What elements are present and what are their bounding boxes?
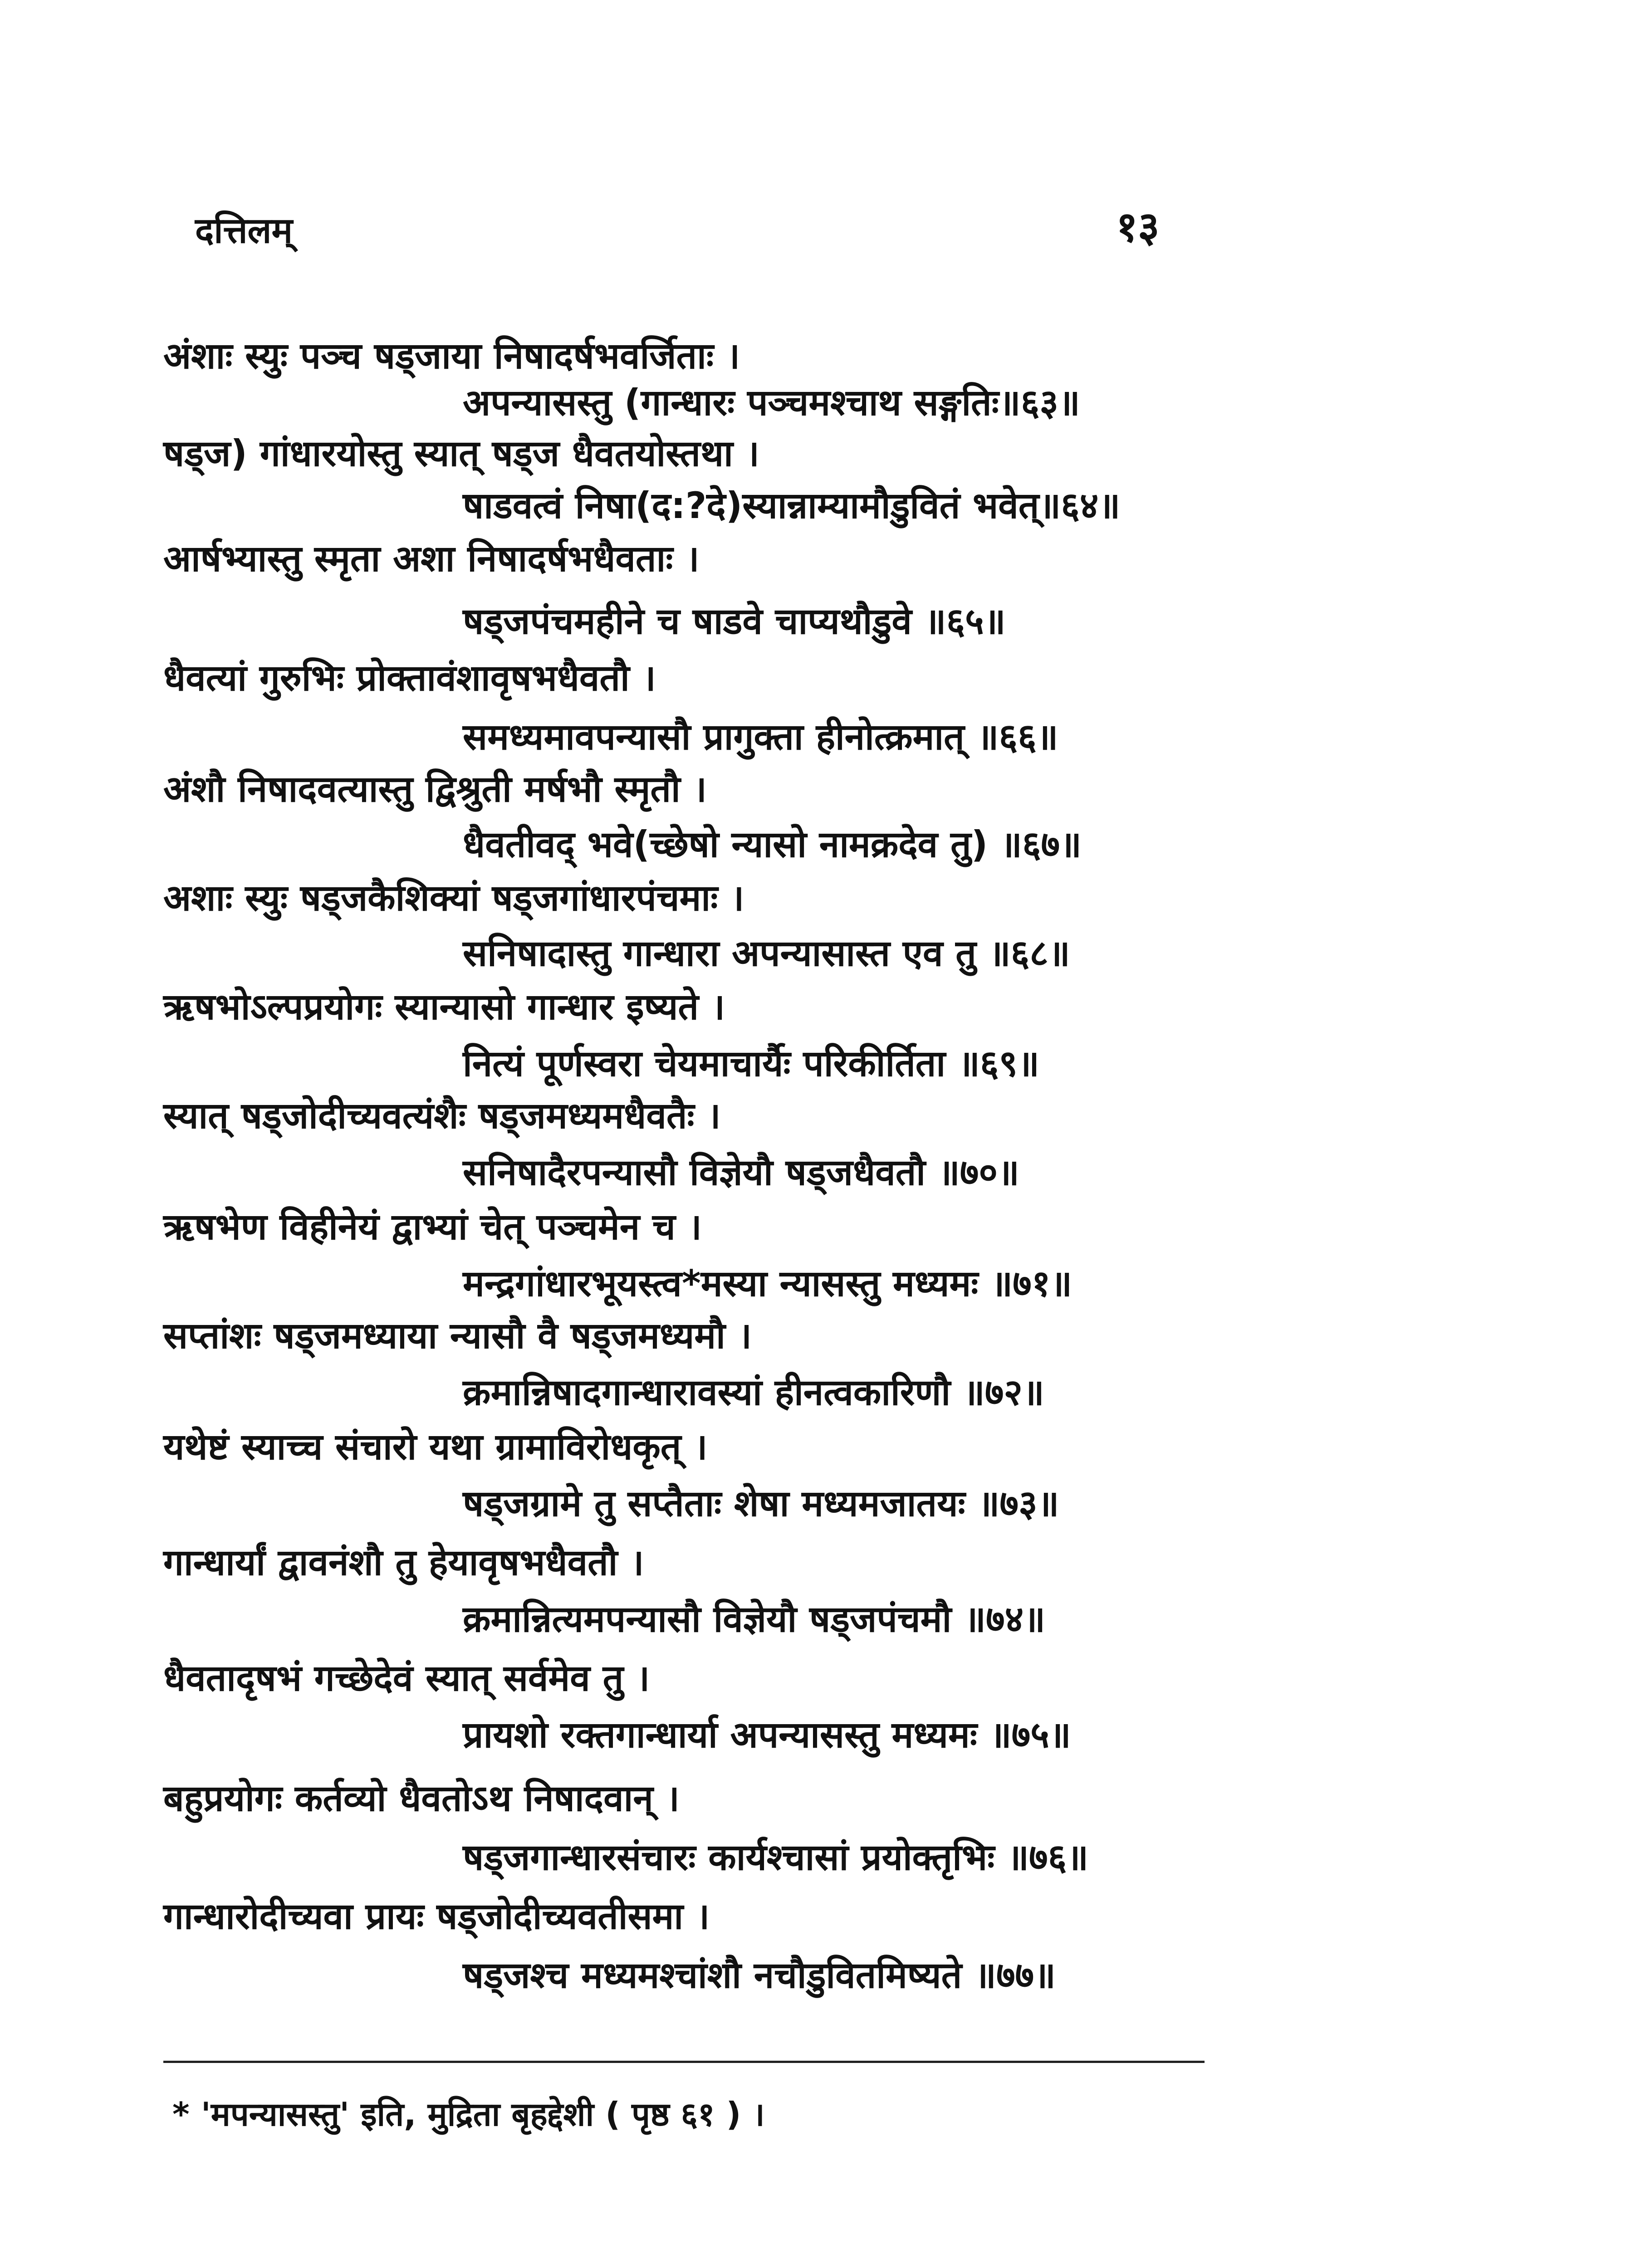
verse-69-line-1: ऋषभोऽल्पप्रयोगः स्यान्यासो गान्धार इष्यते । [163,986,725,1028]
verse-74-line-2: क्रमान्नित्यमपन्यासौ विज्ञेयौ षड्जपंचमौ ॥७४॥ [463,1598,1046,1640]
verse-71-line-2: मन्द्रगांधारभूयस्त्व*मस्या न्यासस्तु मध्यमः ॥७१॥ [463,1262,1073,1305]
verse-70-line-2: सनिषादैरपन्यासौ विज्ञेयौ षड्जधैवतौ ॥७०॥ [463,1151,1019,1193]
verse-65-line-1: आर्षभ्यास्तु स्मृता अशा निषादर्षभधैवताः । [163,538,700,580]
verse-70-line-1: स्यात् षड्जोदीच्यवत्यंशैः षड्जमध्यमधैवतैः । [163,1095,721,1137]
page-number: १३ [1116,203,1160,251]
verse-73-line-2: षड्जग्रामे तु सप्तैताः शेषा मध्यमजातयः ॥७३॥ [463,1482,1059,1525]
verse-64-line-1: षड्ज) गांधारयोस्तु स्यात् षड्ज धैवतयोस्तथा । [163,432,759,474]
verse-65-line-2: षड्जपंचमहीने च षाडवे चाप्यथौडुवे ॥६५॥ [463,600,1006,642]
verse-76-line-2: षड्जगान्धारसंचारः कार्यश्चासां प्रयोक्तृभिः ॥७६॥ [463,1836,1089,1878]
verse-68-line-1: अशाः स्युः षड्जकैशिक्यां षड्जगांधारपंचमाः । [163,877,744,919]
verse-67-line-2: धैवतीवद् भवे(च्छेषो न्यासो नामक्रदेव तु) ॥६७॥ [463,823,1082,865]
verse-73-line-1: यथेष्टं स्याच्च संचारो यथा ग्रामाविरोधकृत् । [163,1426,708,1468]
verse-66-line-2: समध्यमावपन्यासौ प्रागुक्ता हीनोत्क्रमात् ॥६६॥ [463,716,1058,758]
verse-74-line-1: गान्धार्यां द्वावनंशौ तु हेयावृषभधैवतौ । [163,1541,644,1584]
verse-72-line-2: क्रमान्निषादगान्धारावस्यां हीनत्वकारिणौ ॥७२॥ [463,1371,1044,1413]
verse-63-line-1: अंशाः स्युः पञ्च षड्जाया निषादर्षभवर्जिताः । [163,335,740,377]
verse-72-line-1: सप्तांशः षड्जमध्याया न्यासौ वै षड्जमध्यमौ । [163,1315,752,1357]
verse-76-line-1: बहुप्रयोगः कर्तव्यो धैवतोऽथ निषादवान् । [163,1777,680,1819]
footnote: * 'मपन्यासस्तु' इति, मुद्रिता बृहद्देशी ( पृष्ठ ६१ ) । [172,2095,765,2133]
verse-75-line-1: धैवतादृषभं गच्छेदेवं स्यात् सर्वमेव तु । [163,1657,650,1699]
verse-75-line-2: प्रायशो रक्तगान्धार्या अपन्यासस्तु मध्यमः ॥७५॥ [463,1714,1071,1756]
verse-63-line-2: अपन्यासस्तु (गान्धारः पञ्चमश्चाथ सङ्गतिः॥६३॥ [463,381,1080,424]
footnote-divider [163,2061,1205,2063]
running-head: दत्तिलम् [195,210,293,251]
verse-69-line-2: नित्यं पूर्णस्वरा चेयमाचार्यैः परिकीर्तिता ॥६९॥ [463,1042,1040,1085]
verse-67-line-1: अंशौ निषादवत्यास्तु द्विश्रुती मर्षभौ स्मृतौ । [163,768,707,810]
verse-77-line-2: षड्जश्च मध्यमश्चांशौ नचौडुवितमिष्यते ॥७७॥ [463,1954,1056,1996]
verse-64-line-2: षाडवत्वं निषा(द:?दे)स्यान्नाम्यामौडुवितं भवेत्॥६४॥ [463,484,1121,527]
verse-66-line-1: धैवत्यां गुरुभिः प्रोक्तावंशावृषभधैवतौ । [163,657,656,699]
verse-68-line-2: सनिषादास्तु गान्धारा अपन्यासास्त एव तु ॥६८॥ [463,932,1070,974]
verse-71-line-1: ऋषभेण विहीनेयं द्वाभ्यां चेत् पञ्चमेन च । [163,1206,702,1248]
verse-77-line-1: गान्धारोदीच्यवा प्रायः षड्जोदीच्यवतीसमा । [163,1895,710,1937]
